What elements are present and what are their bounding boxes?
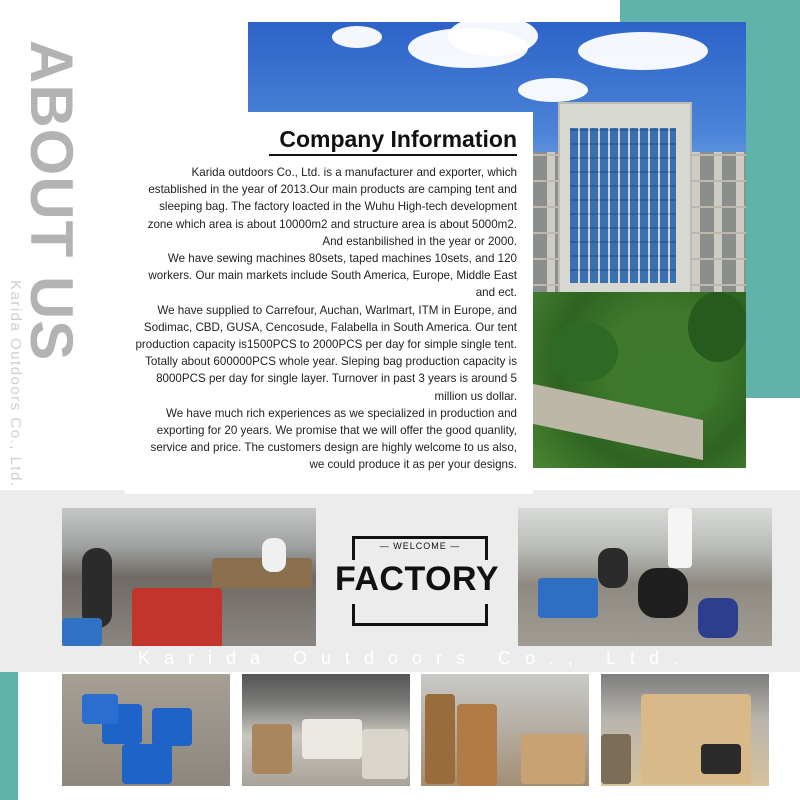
factory-photo-warehouse-boxes [242, 674, 410, 786]
factory-photo-workers-right [518, 508, 772, 646]
side-company-name: Karida Outdoors Co., Ltd. [7, 280, 24, 488]
title-underline [269, 154, 517, 156]
factory-photo-workers-left [62, 508, 316, 646]
company-info-text [135, 164, 517, 474]
company-info-title: Company Information [279, 126, 517, 152]
factory-photo-blue-crates [62, 674, 230, 786]
company-watermark: Karida Outdoors Co., Ltd. [137, 648, 693, 668]
company-info-panel [125, 112, 533, 494]
paragraph: We have supplied to Carrefour, Auchan, Warlmart, ITM in Europe, and Sodimac, CBD, GUSA, Cencosude, Falabella in South America. Our tent production capacity is1500PCS to 2000PCS per day for simple single tent. Totally about 600000PCS whole year. Sleping bag production capacity is 8000PCS per day for single layer. Turnover in past 3 years is around 5 million us dollar. [135, 303, 517, 403]
factory-title: FACTORY [334, 560, 500, 598]
factory-photo-carton-stacks [421, 674, 589, 786]
paragraph: We have sewing machines 80sets, taped machines 10sets, and 120 workers. Our main markets include South America, Europe, Middle East and ect. [148, 252, 517, 300]
factory-photo-packed-cartons [601, 674, 769, 786]
welcome-label: — WELCOME — [379, 541, 461, 551]
paragraph: Karida outdoors Co., Ltd. is a manufacturer and exporter, which established in the year of 2013.Our main products are camping tent and sleeping bag. The factory loacted in the Wuhu High-tech development zone which area is about 10000m2 and structure area is about 5000m2. And estanbilished in the year or 2000. [147, 166, 517, 248]
about-us-heading: ABOUT US [18, 40, 85, 362]
paragraph: We have much rich experiences as we specialized in production and exporting for 20 years. We promise that we will offer the good quanlity, service and price. The customers design are highly welcome to us also, we could produce it as per your designs. [150, 406, 517, 472]
